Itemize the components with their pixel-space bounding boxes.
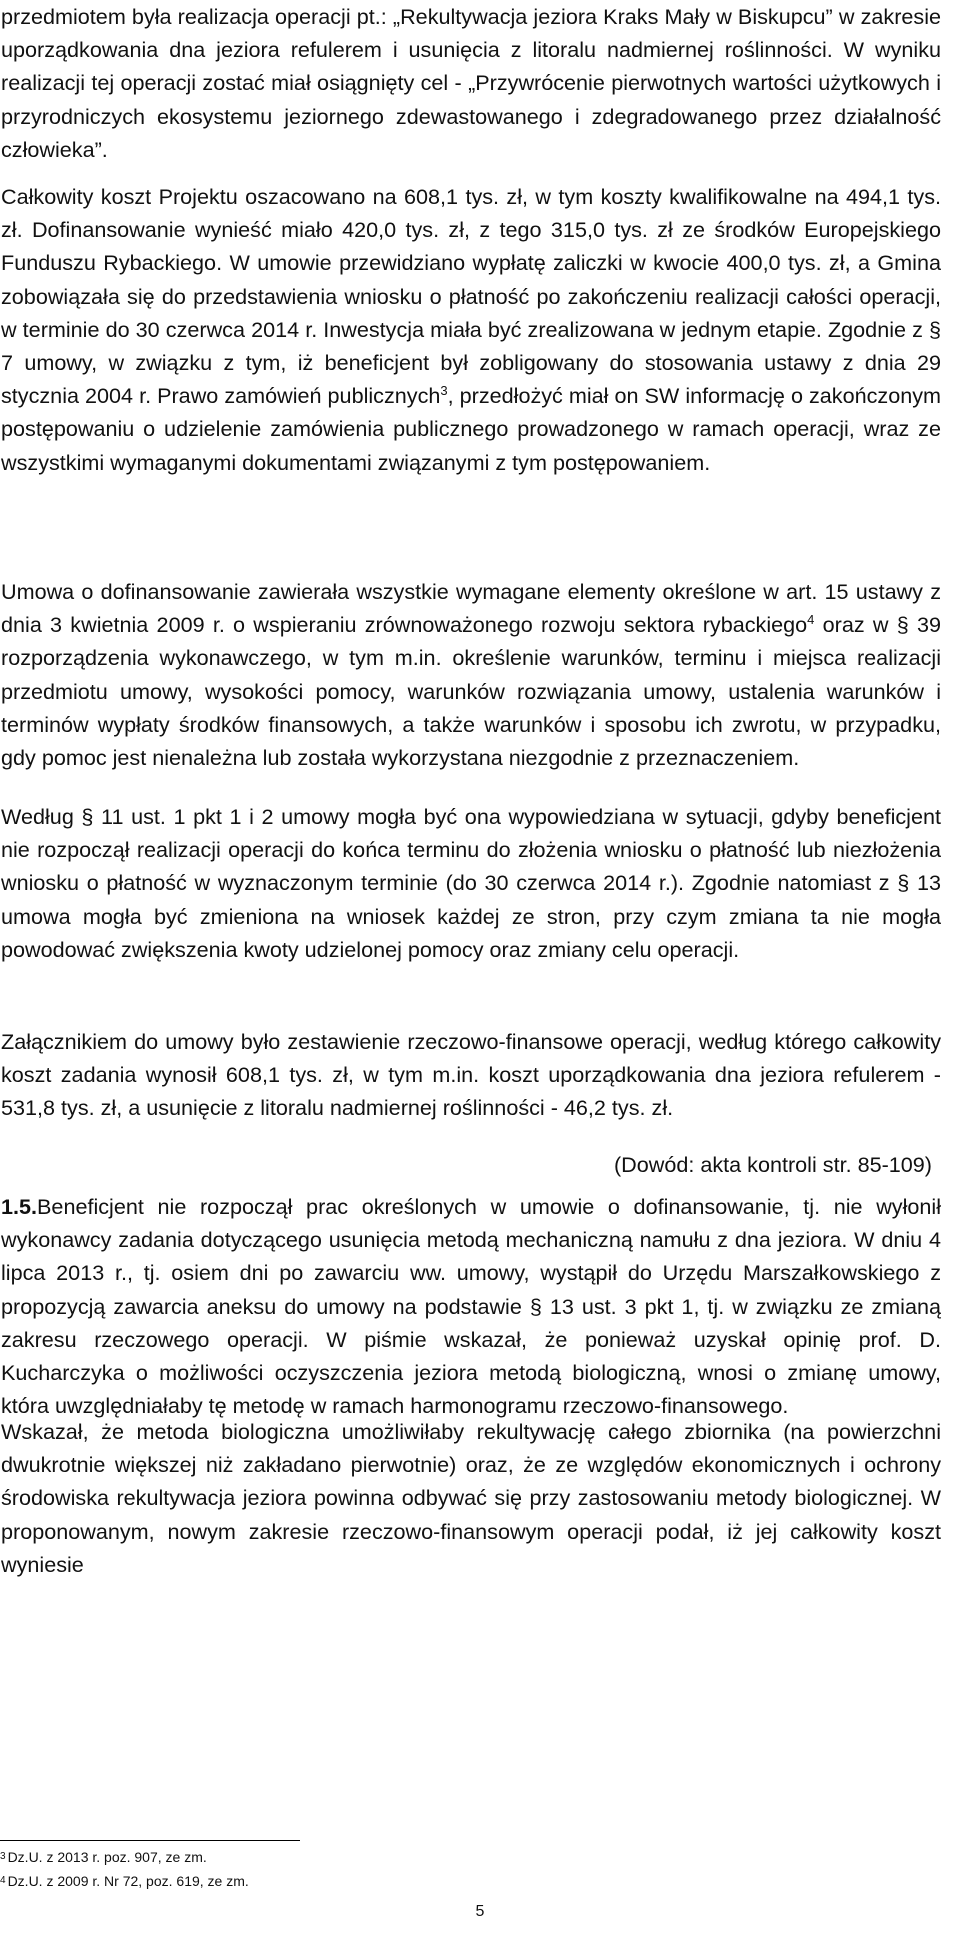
footnote-divider bbox=[0, 1840, 300, 1841]
paragraph-biological-method bbox=[1, 1415, 941, 1581]
footnote-reference-4[interactable]: 4 bbox=[807, 612, 815, 628]
paragraph-text: Załącznikiem do umowy było zestawienie rzeczowo-finansowe operacji, według którego całkowity koszt zadania wynosił 608,1 tys. zł, w tym m.in. koszt uporządkowania dna jeziora refulerem - 531,8 tys. zł, a usunięcie z litoralu nadmiernej roślinności - 46,2 tys. zł. bbox=[1, 1029, 941, 1121]
footnote-3 bbox=[0, 1848, 207, 1866]
paragraph-text: Całkowity koszt Projektu oszacowano na 608,1 tys. zł, w tym koszty kwalifikowalne na 494,1 tys. zł. Dofinansowanie wynieść miało 420,0 tys. zł, z tego 315,0 tys. zł ze środków Europejskiego Funduszu Rybackiego. W umowie przewidziano wypłatę zaliczki w kwocie 400,0 tys. zł, a Gmina zobowiązała się do przedstawienia wniosku o płatność po zakończeniu realizacji całości operacji, w terminie do 30 czerwca 2014 r. Inwestycja miała być zrealizowana w jednym etapie. Zgodnie z § 7 umowy, w związku z tym, iż beneficjent był zobligowany do stosowania ustawy z dnia 29 stycznia 2004 r. Prawo zamówień publicznych bbox=[1, 184, 941, 409]
section-1-5 bbox=[1, 1190, 941, 1422]
paragraph-text: Umowa o dofinansowanie zawierała wszystkie wymagane elementy określone w art. 15 ustawy z dnia 3 kwietnia 2009 r. o wspieraniu zrównoważonego rozwoju sektora rybackiego bbox=[1, 579, 941, 638]
paragraph-text: oraz w § 39 rozporządzenia wykonawczego, w tym m.in. określenie warunków, terminu i miejsca realizacji przedmiotu umowy, wysokości pomocy, warunków rozwiązania umowy, ustalenia warunków i terminów wypłaty środków finansowych, a także warunków i sposobu ich zwrotu, w przypadku, gdy pomoc jest nienależna lub została wykorzystana niezgodnie z przeznaczeniem. bbox=[1, 612, 941, 771]
paragraph-text: Wskazał, że metoda biologiczna umożliwiłaby rekultywację całego zbiornika (na powierzchni dwukrotnie większej niż zakładano pierwotnie) oraz, że ze względów ekonomicznych i ochrony środowiska rekultywacja jeziora powinna odbywać się przy zastosowaniu metody biologicznej. W proponowanym, nowym zakresie rzeczowo-finansowym operacji podał, iż jej całkowity koszt wyniesie bbox=[1, 1419, 941, 1577]
paragraph-text: , przedłożyć miał on SW informację o zakończonym postępowaniu o udzielenie zamówienia publicznego prowadzonego w ramach operacji, wraz ze wszystkimi wymaganymi dokumentami związanymi z tym postępowaniem. bbox=[1, 383, 941, 475]
section-text: Beneficjent nie rozpoczął prac określonych w umowie o dofinansowanie, tj. nie wyłonił wykonawcy zadania dotyczącego usunięcia metodą mechaniczną namułu z dna jeziora. W dniu 4 lipca 2013 r., tj. osiem dni po zawarciu ww. umowy, wystąpił do Urzędu Marszałkowskiego z propozycją zawarcia aneksu do umowy na podstawie § 13 ust. 3 pkt 1, tj. w związku ze zmianą zakresu rzeczowego operacji. W piśmie wskazał, że ponieważ uzyskał opinię prof. D. Kucharczyka o możliwości oczyszczenia jeziora metodą biologiczną, wnosi o zmianę umowy, która uwzględniałaby tę metodę w ramach harmonogramu rzeczowo-finansowego. bbox=[1, 1194, 941, 1419]
paragraph-operation-subject bbox=[1, 0, 941, 166]
footnote-number: 4 bbox=[0, 1875, 6, 1886]
footnote-4 bbox=[0, 1872, 249, 1890]
paragraph-termination-conditions bbox=[1, 800, 941, 966]
paragraph-text: przedmiotem była realizacja operacji pt.: „Rekultywacja jeziora Kraks Mały w Biskupcu” w zakresie uporządkowania dna jeziora refulerem i usunięcia z litoralu nadmiernej roślinności. W wyniku realizacji tej operacji zostać miał osiągnięty cel - „Przywrócenie pierwotnych wartości użytkowych i przyrodniczych ekosystemu jeziornego zdewastowanego i zdegradowanego przez działalność człowieka”. bbox=[1, 4, 941, 162]
footnote-text: Dz.U. z 2013 r. poz. 907, ze zm. bbox=[7, 1849, 207, 1865]
page-number: 5 bbox=[475, 1903, 485, 1920]
paragraph-project-cost bbox=[1, 180, 941, 479]
paragraph-attachment-summary bbox=[1, 1025, 941, 1125]
footnote-number: 3 bbox=[0, 1851, 6, 1862]
paragraph-text: Według § 11 ust. 1 pkt 1 i 2 umowy mogła być ona wypowiedziana w sytuacji, gdyby beneficjent nie rozpoczął realizacji operacji do końca terminu do złożenia wniosku o płatność lub niezłożenia wniosku o płatność w wyznaczonym terminie (do 30 czerwca 2014 r.). Zgodnie natomiast z § 13 umowa mogła być zmieniona na wniosek każdej ze stron, przy czym zmiana ta nie mogła powodować zwiększenia kwoty udzielonej pomocy oraz zmiany celu operacji. bbox=[1, 804, 941, 962]
paragraph-agreement-elements bbox=[1, 575, 941, 774]
evidence-reference: (Dowód: akta kontroli str. 85-109) bbox=[613, 1152, 932, 1177]
footnote-reference-3[interactable]: 3 bbox=[440, 383, 448, 399]
footnote-text: Dz.U. z 2009 r. Nr 72, poz. 619, ze zm. bbox=[7, 1873, 249, 1889]
section-number: 1.5. bbox=[1, 1194, 38, 1219]
